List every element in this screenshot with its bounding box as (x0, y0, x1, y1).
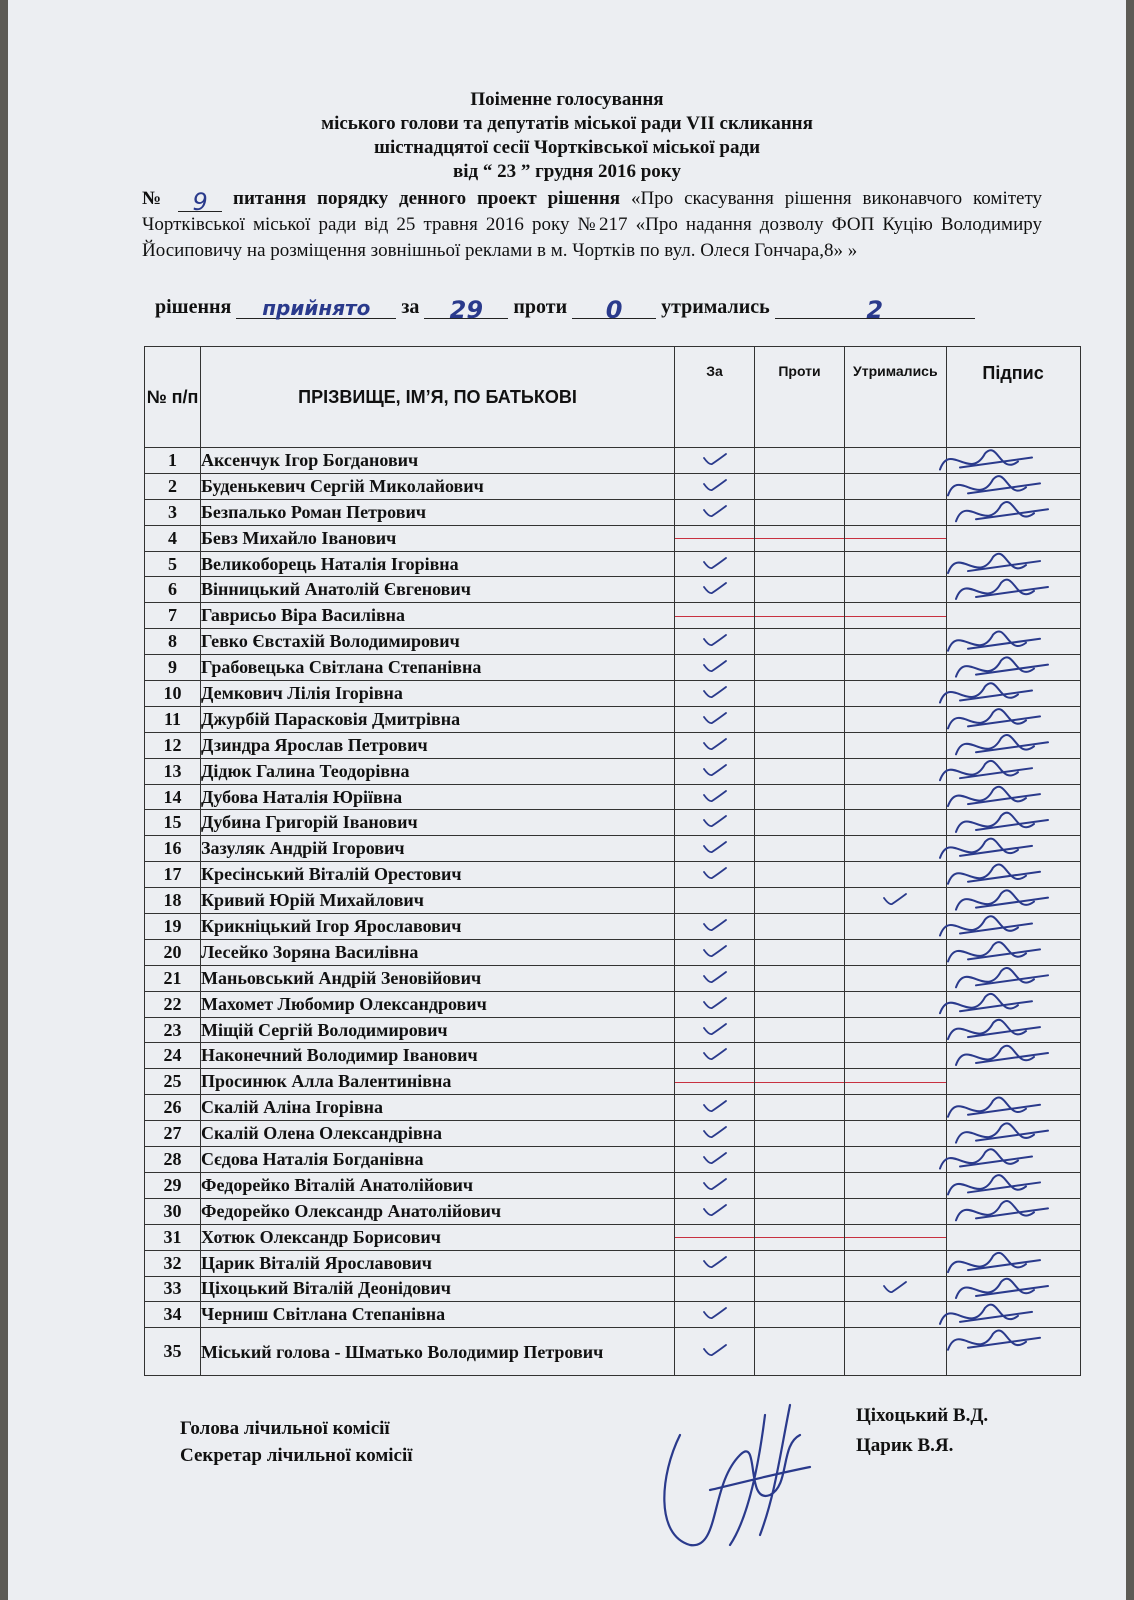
vote-cell-for (675, 784, 755, 810)
vote-cell-for (675, 499, 755, 525)
signature-stroke (940, 450, 1032, 469)
vote-cell-against (755, 991, 845, 1017)
abstain-label: утримались (661, 296, 770, 318)
signature-stroke (948, 864, 1040, 883)
doc-title: Поіменне голосування (470, 89, 664, 110)
check-mark-icon (702, 918, 728, 932)
vote-cell-for (675, 706, 755, 732)
vote-cell-against (755, 603, 845, 629)
deputy-name: Великоборець Наталія Ігорівна (201, 551, 675, 577)
check-mark-icon (702, 840, 728, 854)
vote-cell-for (675, 914, 755, 940)
row-number: 12 (145, 732, 201, 758)
check-mark-icon (702, 944, 728, 958)
row-number: 34 (145, 1302, 201, 1328)
col-name: ПРІЗВИЩЕ, ІМ’Я, ПО БАТЬКОВІ (201, 347, 675, 448)
chair-name: Ціхоцький В.Д. (856, 1405, 989, 1426)
vote-cell-for (675, 473, 755, 499)
vote-cell-for (675, 1328, 755, 1376)
check-mark-icon (702, 581, 728, 595)
row-number: 26 (145, 1095, 201, 1121)
signature-stroke (940, 761, 1032, 780)
signature-stroke (956, 1201, 1048, 1220)
row-number: 25 (145, 1069, 201, 1095)
col-for: За (675, 347, 755, 448)
vote-cell-against (755, 862, 845, 888)
vote-cell-against (755, 551, 845, 577)
deputy-name: Федорейко Олександр Анатолійович (201, 1198, 675, 1224)
for-count: 29 (449, 296, 484, 324)
signature-stroke (940, 1305, 1032, 1324)
deputy-name: Ціхоцький Віталій Деонідович (201, 1276, 675, 1302)
deputy-name: Скалій Олена Олександрівна (201, 1121, 675, 1147)
row-number: 22 (145, 991, 201, 1017)
row-number: 19 (145, 914, 201, 940)
vote-cell-against (755, 1250, 845, 1276)
deputy-name: Дідюк Галина Теодорівна (201, 758, 675, 784)
absent-strike-line (675, 1082, 754, 1083)
check-mark-icon (702, 1343, 728, 1357)
row-number: 13 (145, 758, 201, 784)
vote-cell-against (755, 732, 845, 758)
vote-cell-for (675, 862, 755, 888)
row-number: 7 (145, 603, 201, 629)
question-no-value: 9 (192, 188, 208, 216)
deputy-name: Лесейко Зоряна Василівна (201, 939, 675, 965)
deputy-name: Безпалько Роман Петрович (201, 499, 675, 525)
vote-cell-for (675, 1250, 755, 1276)
deputy-name: Гевко Євстахій Володимирович (201, 629, 675, 655)
vote-cell-against (755, 1276, 845, 1302)
against-label: проти (513, 296, 568, 318)
deputy-name: Демкович Лілія Ігорівна (201, 681, 675, 707)
vote-cell-for (675, 448, 755, 474)
vote-cell-against (755, 499, 845, 525)
row-number: 5 (145, 551, 201, 577)
vote-cell-against (755, 965, 845, 991)
check-mark-icon (702, 1125, 728, 1139)
vote-cell-for (675, 551, 755, 577)
check-mark-icon (702, 996, 728, 1010)
col-sign: Підпис (946, 347, 1080, 448)
vote-cell-for (675, 758, 755, 784)
vote-cell-against (755, 810, 845, 836)
signature-stroke (948, 1253, 1040, 1272)
absent-strike-line (755, 616, 844, 617)
doc-subtitle-2: шістнадцятої сесії Чортківської міської ради (373, 137, 761, 158)
question-text: «Про скасування рішення виконавчого комітету Чортківської міської ради від 25 травня 2016 року №217 «Про надання дозволу ФОП Куцію Володимиру Йосиповичу на розміщення зовнішньої реклами в м. Чортків по вул. Олеся Гончара,8» » (142, 188, 1043, 261)
row-number: 33 (145, 1276, 201, 1302)
deputy-name: Царик Віталій Ярославович (201, 1250, 675, 1276)
row-number: 6 (145, 577, 201, 603)
vote-cell-against (755, 629, 845, 655)
vote-cell-against (755, 1147, 845, 1173)
signature-stroke (956, 813, 1048, 832)
deputy-name: Зазуляк Андрій Ігорович (201, 836, 675, 862)
signature-stroke (940, 839, 1032, 858)
vote-cell-against (755, 1172, 845, 1198)
check-mark-icon (702, 814, 728, 828)
deputy-name: Кривий Юрій Михайлович (201, 888, 675, 914)
vote-cell-for (675, 1302, 755, 1328)
check-mark-icon (702, 556, 728, 570)
vote-cell-against (755, 914, 845, 940)
vote-cell-against (755, 655, 845, 681)
row-number: 16 (145, 836, 201, 862)
deputy-name: Гаврисьо Віра Василівна (201, 603, 675, 629)
vote-cell-for (675, 681, 755, 707)
row-number: 8 (145, 629, 201, 655)
row-number: 20 (145, 939, 201, 965)
check-mark-icon (702, 737, 728, 751)
signature-stroke (948, 1097, 1040, 1116)
signature-stroke (948, 1330, 1040, 1349)
deputy-name: Грабовецька Світлана Степанівна (201, 655, 675, 681)
vote-cell-against (755, 1017, 845, 1043)
absent-strike-line (675, 1237, 754, 1238)
deputy-name: Маньовський Андрій Зеновійович (201, 965, 675, 991)
check-mark-icon (702, 659, 728, 673)
deputy-name: Міський голова - Шматько Володимир Петрович (201, 1328, 675, 1376)
row-number: 29 (145, 1172, 201, 1198)
row-number: 4 (145, 525, 201, 551)
for-label: за (401, 296, 420, 318)
vote-cell-for (675, 577, 755, 603)
row-number: 17 (145, 862, 201, 888)
deputy-name: Дубова Наталія Юріївна (201, 784, 675, 810)
row-number: 3 (145, 499, 201, 525)
vote-cell-against (755, 448, 845, 474)
row-number: 35 (145, 1328, 201, 1376)
vote-cell-against (755, 836, 845, 862)
row-number: 30 (145, 1198, 201, 1224)
vote-cell-for (675, 991, 755, 1017)
col-against: Проти (755, 347, 845, 448)
signature-stroke (956, 1279, 1048, 1298)
check-mark-icon (702, 970, 728, 984)
absent-strike-line (755, 1082, 844, 1083)
deputy-name: Дзиндра Ярослав Петрович (201, 732, 675, 758)
vote-cell-against (755, 1043, 845, 1069)
vote-cell-for (675, 1172, 755, 1198)
vote-cell-against (755, 525, 845, 551)
decision-label: рішення (155, 296, 232, 318)
vote-cell-for (675, 888, 755, 914)
decision-value: прийнято (262, 296, 371, 320)
row-number: 11 (145, 706, 201, 732)
absent-strike-line (675, 616, 754, 617)
deputy-name: Дубина Григорій Іванович (201, 810, 675, 836)
deputy-name: Хотюк Олександр Борисович (201, 1224, 675, 1250)
signature-stroke (948, 787, 1040, 806)
row-number: 23 (145, 1017, 201, 1043)
deputy-name: Вінницький Анатолій Євгенович (201, 577, 675, 603)
deputy-name: Міщій Сергій Володимирович (201, 1017, 675, 1043)
signature-column-marks (840, 310, 1070, 1380)
check-mark-icon (702, 866, 728, 880)
row-number: 1 (145, 448, 201, 474)
signature-stroke (956, 1046, 1048, 1065)
vote-cell-for (675, 1069, 755, 1095)
signature-stroke (948, 1175, 1040, 1194)
signature-stroke (948, 476, 1040, 495)
deputy-name: Черниш Світлана Степанівна (201, 1302, 675, 1328)
vote-cell-for (675, 1147, 755, 1173)
deputy-name: Махомет Любомир Олександрович (201, 991, 675, 1017)
deputy-name: Наконечний Володимир Іванович (201, 1043, 675, 1069)
vote-cell-against (755, 758, 845, 784)
vote-cell-for (675, 1121, 755, 1147)
vote-cell-for (675, 1224, 755, 1250)
row-number: 32 (145, 1250, 201, 1276)
vote-cell-against (755, 1198, 845, 1224)
chair-label: Голова лічильної комісії (180, 1418, 390, 1439)
vote-cell-against (755, 784, 845, 810)
check-mark-icon (702, 711, 728, 725)
absent-strike-line (755, 538, 844, 539)
signature-stroke (948, 554, 1040, 573)
col-abstain: Утримались (845, 347, 947, 448)
signature-stroke (956, 735, 1048, 754)
vote-cell-for (675, 1198, 755, 1224)
signature-stroke (948, 1020, 1040, 1039)
check-mark-icon (702, 1099, 728, 1113)
against-count: 0 (605, 296, 623, 324)
signature-stroke (956, 1123, 1048, 1142)
signature-stroke (948, 631, 1040, 650)
vote-cell-for (675, 603, 755, 629)
row-number: 14 (145, 784, 201, 810)
check-mark-icon (702, 452, 728, 466)
absent-strike-line (755, 1237, 844, 1238)
row-number: 27 (145, 1121, 201, 1147)
check-mark-icon (702, 1151, 728, 1165)
deputy-name: Аксенчук Ігор Богданович (201, 448, 675, 474)
commission-signature (650, 1395, 850, 1555)
check-mark-icon (702, 1022, 728, 1036)
vote-cell-against (755, 473, 845, 499)
deputy-name: Скалій Аліна Ігорівна (201, 1095, 675, 1121)
signature-stroke (956, 580, 1048, 599)
vote-cell-for (675, 1043, 755, 1069)
deputy-name: Крикніцький Ігор Ярославович (201, 914, 675, 940)
vote-cell-for (675, 1017, 755, 1043)
check-mark-icon (702, 504, 728, 518)
vote-cell-against (755, 1224, 845, 1250)
check-mark-icon (702, 1177, 728, 1191)
vote-cell-for (675, 629, 755, 655)
check-mark-icon (702, 633, 728, 647)
secretary-name: Царик В.Я. (856, 1435, 954, 1456)
vote-cell-against (755, 1095, 845, 1121)
check-mark-icon (702, 478, 728, 492)
signature-stroke (956, 968, 1048, 987)
row-number: 21 (145, 965, 201, 991)
check-mark-icon (702, 789, 728, 803)
vote-cell-against (755, 939, 845, 965)
deputy-name: Сєдова Наталія Богданівна (201, 1147, 675, 1173)
vote-cell-against (755, 1302, 845, 1328)
signature-stroke (956, 502, 1048, 521)
deputy-name: Буденькевич Сергій Миколайович (201, 473, 675, 499)
check-mark-icon (702, 1255, 728, 1269)
col-num: № п/п (145, 347, 201, 448)
vote-cell-for (675, 965, 755, 991)
vote-cell-for (675, 1276, 755, 1302)
abstain-count: 2 (866, 296, 884, 324)
signature-stroke (940, 683, 1032, 702)
vote-cell-for (675, 836, 755, 862)
row-number: 24 (145, 1043, 201, 1069)
doc-subtitle-1: міського голови та депутатів міської ради VII скликання (321, 113, 813, 134)
vote-cell-against (755, 1069, 845, 1095)
check-mark-icon (702, 1306, 728, 1320)
doc-date: від “ 23 ” грудня 2016 року (453, 161, 681, 182)
check-mark-icon (702, 1203, 728, 1217)
vote-cell-for (675, 655, 755, 681)
signature-stroke (940, 916, 1032, 935)
signature-stroke (956, 890, 1048, 909)
vote-cell-against (755, 1328, 845, 1376)
vote-cell-for (675, 1095, 755, 1121)
row-number: 10 (145, 681, 201, 707)
deputy-name: Федорейко Віталій Анатолійович (201, 1172, 675, 1198)
absent-strike-line (675, 538, 754, 539)
row-number: 2 (145, 473, 201, 499)
deputy-name: Джурбій Парасковія Дмитрівна (201, 706, 675, 732)
check-mark-icon (702, 763, 728, 777)
row-number: 18 (145, 888, 201, 914)
question-no-label: № (142, 188, 168, 209)
vote-cell-for (675, 732, 755, 758)
signature-stroke (956, 657, 1048, 676)
question-block (142, 186, 1042, 264)
secretary-label: Секретар лічильної комісії (180, 1445, 413, 1466)
vote-cell-for (675, 810, 755, 836)
deputy-name: Просинюк Алла Валентинівна (201, 1069, 675, 1095)
row-number: 9 (145, 655, 201, 681)
check-mark-icon (702, 1047, 728, 1061)
row-number: 28 (145, 1147, 201, 1173)
vote-cell-against (755, 888, 845, 914)
deputy-name: Бевз Михайло Іванович (201, 525, 675, 551)
signature-stroke (948, 942, 1040, 961)
signature-stroke (948, 709, 1040, 728)
vote-cell-against (755, 681, 845, 707)
vote-cell-against (755, 706, 845, 732)
signature-stroke (940, 1149, 1032, 1168)
question-lead: питання порядку денного проект рішення (233, 188, 621, 209)
vote-cell-against (755, 577, 845, 603)
signature-stroke (940, 994, 1032, 1013)
row-number: 31 (145, 1224, 201, 1250)
row-number: 15 (145, 810, 201, 836)
vote-cell-for (675, 525, 755, 551)
vote-cell-against (755, 1121, 845, 1147)
deputy-name: Кресінський Віталій Орестович (201, 862, 675, 888)
check-mark-icon (702, 685, 728, 699)
vote-cell-for (675, 939, 755, 965)
